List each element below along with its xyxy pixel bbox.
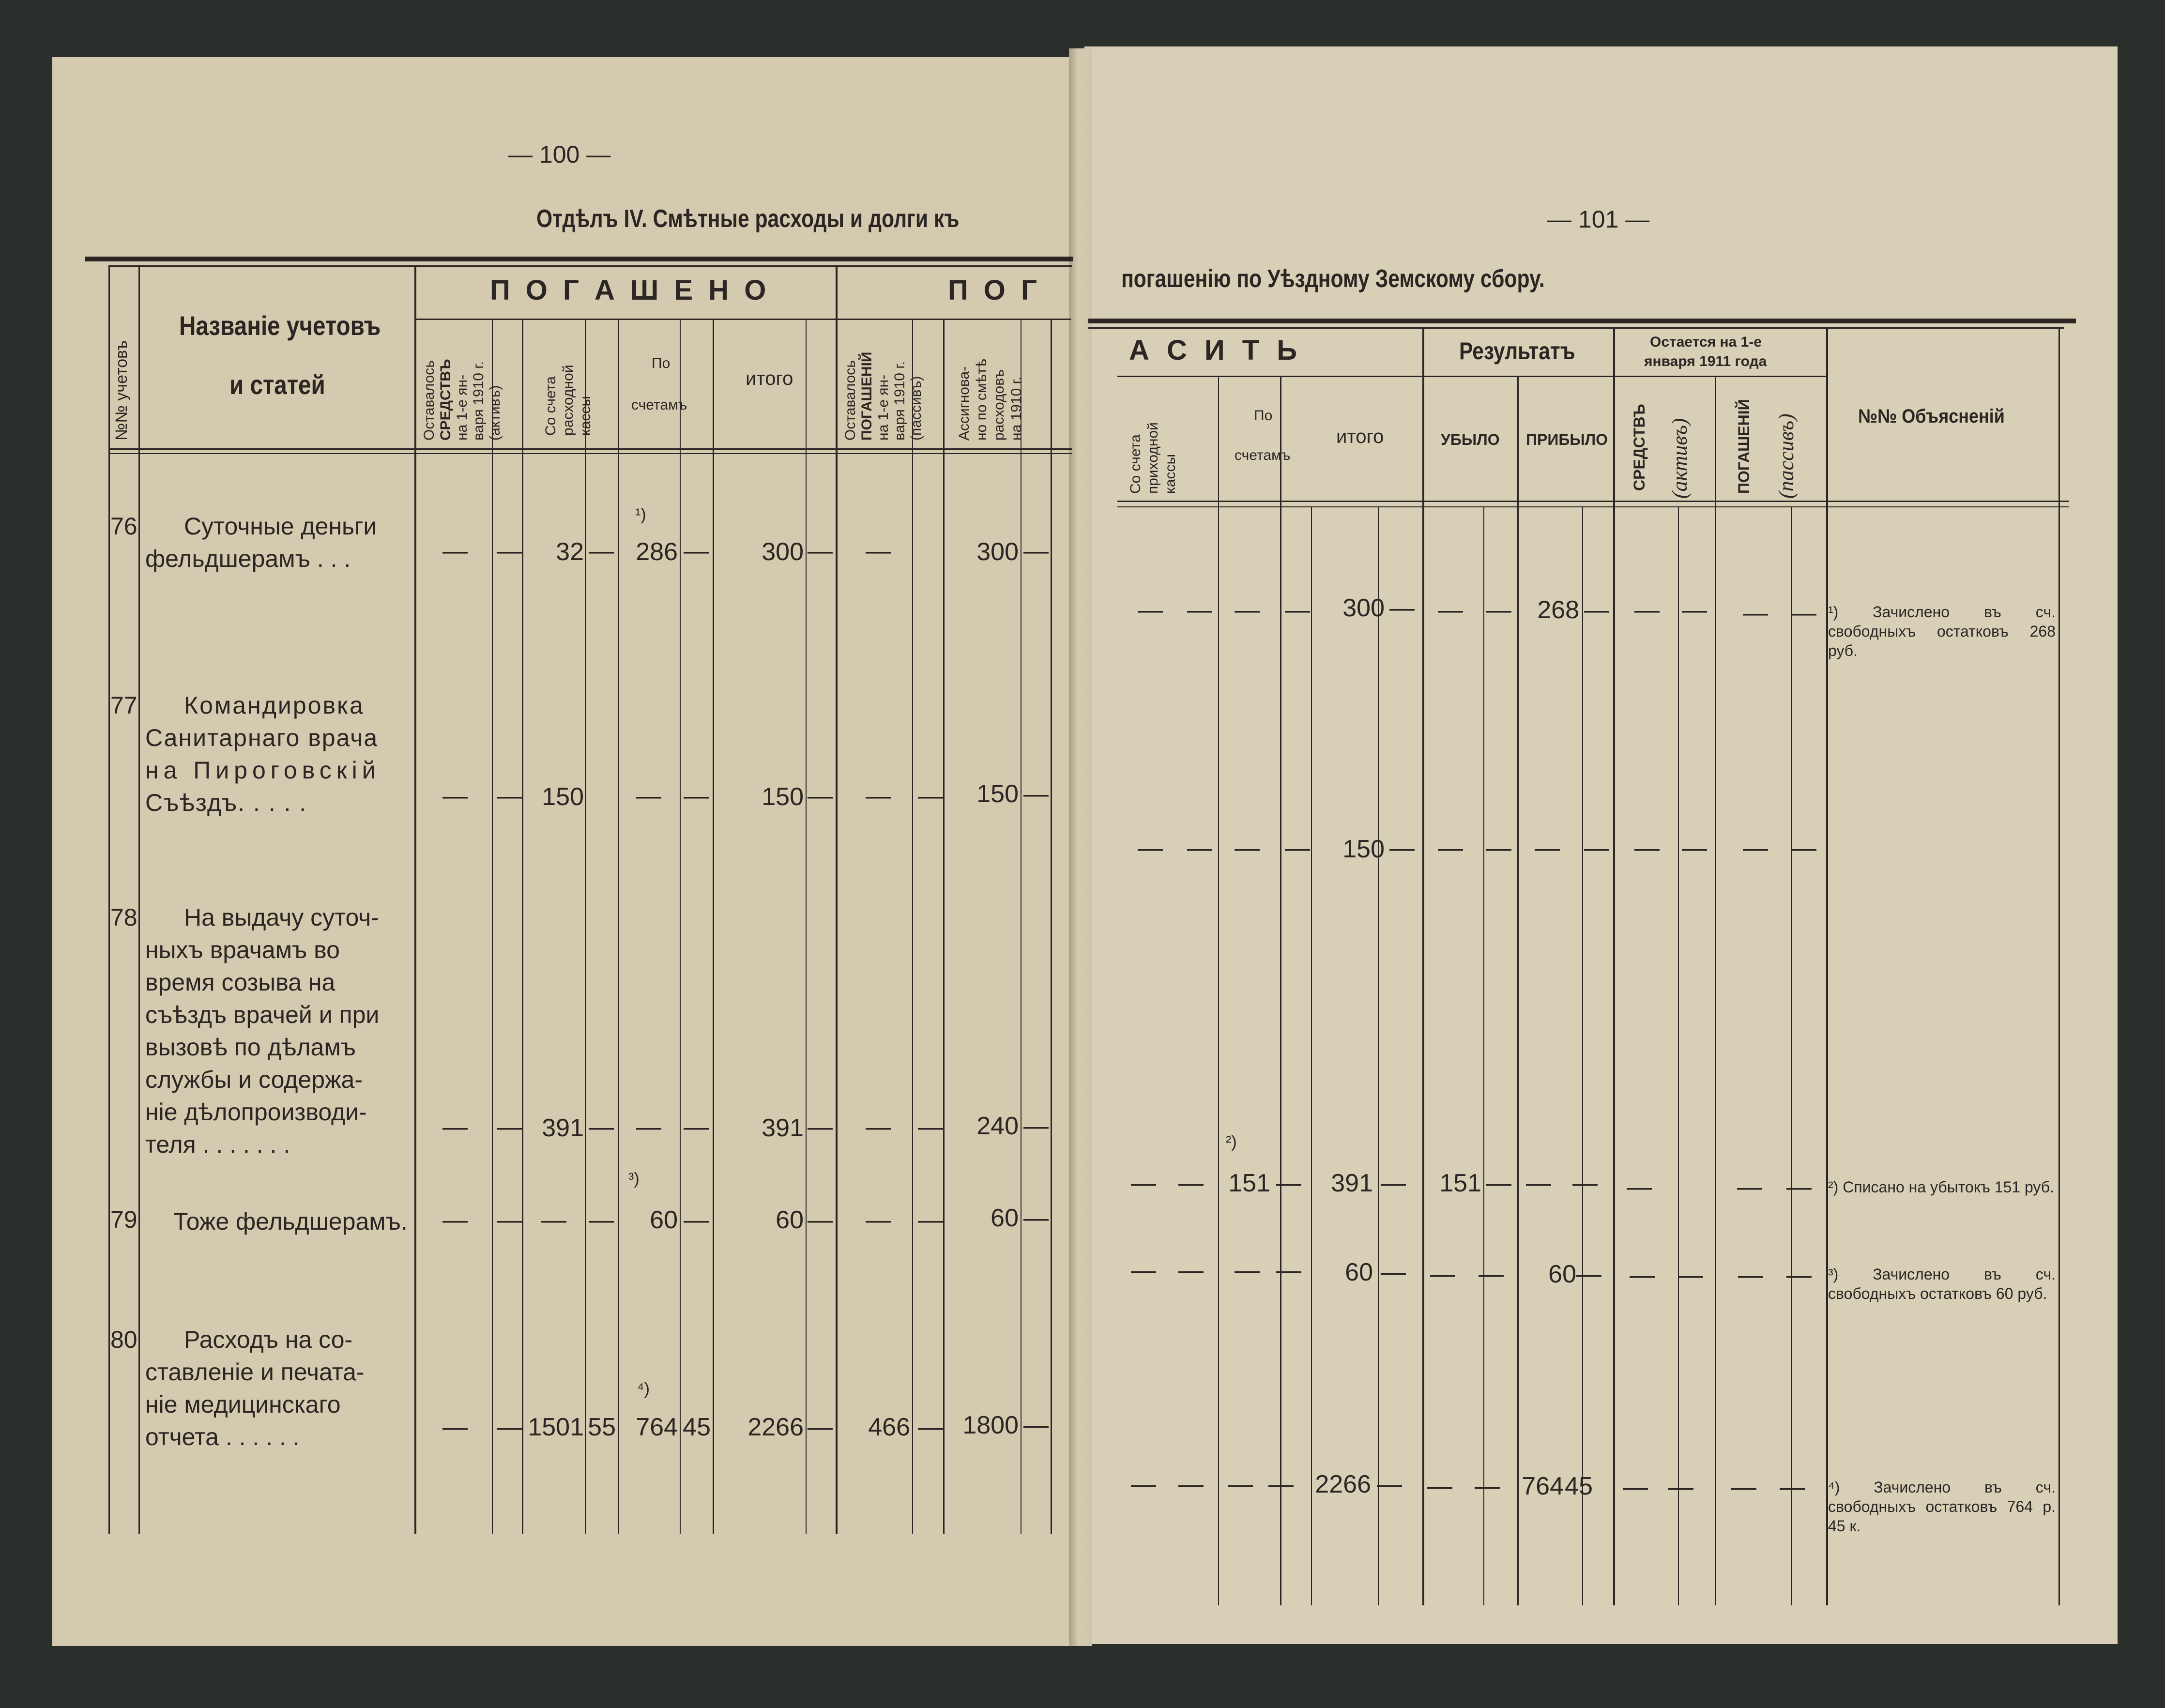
col-header-pogashenii-right: ПОГАШЕНІЙ xyxy=(1735,399,1753,494)
row-78-assign: 240 xyxy=(976,1112,1019,1140)
r-row-1-ubylo: — xyxy=(1438,596,1463,624)
col-header-asit: А С И Т Ь xyxy=(1129,335,1302,366)
col-header-ubylo: УБЫЛО xyxy=(1441,431,1500,448)
row-79-num: 79 xyxy=(110,1206,137,1233)
right-header-bottom-rule xyxy=(1117,501,2069,502)
r-row-2-sredstv: — xyxy=(1634,834,1660,862)
row-76-kassa: 32 xyxy=(556,538,584,566)
row-79-schetam: 60 xyxy=(650,1206,678,1234)
row-80-assign: 1800 xyxy=(962,1411,1019,1439)
right-page-title: погашенію по Уѣздному Земскому сбору. xyxy=(1121,265,1545,293)
r-row-4-prihod: — xyxy=(1131,1256,1156,1284)
row-79-itogo: 60 xyxy=(776,1206,804,1234)
row-78-passive: — xyxy=(866,1113,891,1141)
row-78-active: — xyxy=(442,1113,468,1141)
left-page-number: — 100 — xyxy=(508,141,611,168)
r-row-4-ubylo: — xyxy=(1430,1260,1455,1288)
r-row-3-itogo: 391 xyxy=(1331,1169,1373,1197)
col-header-po-schetam-r2: счетамъ xyxy=(1235,447,1291,463)
r-row-2-pogash: — xyxy=(1743,834,1768,862)
r-row-5-schetam: — xyxy=(1228,1470,1253,1498)
row-80-passive: 466 xyxy=(868,1413,910,1441)
row-78-schetam: — xyxy=(636,1113,661,1141)
row-76-active: — xyxy=(442,537,468,565)
r-row-4-sredstv: — xyxy=(1630,1261,1655,1289)
col-header-po-schetam-2: счетамъ xyxy=(631,397,687,413)
row-79-passive: — xyxy=(866,1206,891,1234)
left-page-title: Отдѣлъ IV. Смѣтные расходы и долги къ xyxy=(536,205,960,233)
r-row-3-ubylo: 151 xyxy=(1439,1169,1481,1197)
note-2: ²) Списано на убытокъ 151 руб. xyxy=(1828,1178,2054,1196)
r-row-3-sredstv: — xyxy=(1627,1173,1652,1201)
col-header-ostavalos-sredstv: Оставалось СРЕДСТВЪ на 1-е ян- варя 1910 г. (активъ) xyxy=(421,359,503,441)
col-header-num: №№ учетовъ xyxy=(112,340,131,441)
col-header-ostavalos-pogashenii: Оставалось ПОГАШЕНІЙ на 1-е ян- варя 1910 г. (пассивъ) xyxy=(842,351,924,441)
col-header-pogasheno: П О Г А Ш Е Н О xyxy=(490,274,770,306)
row-78-itogo: 391 xyxy=(762,1114,804,1142)
r-row-5-itogo: 2266 xyxy=(1315,1470,1371,1498)
note-3: ³) Зачислено въ сч. свободныхъ остатковъ 60 руб. xyxy=(1828,1266,2056,1302)
row-77-schetam: — xyxy=(636,782,661,810)
row-80-note-mark: ⁴) xyxy=(637,1380,650,1398)
row-80-schetam-kop: 45 xyxy=(683,1413,711,1441)
row-79-active: — xyxy=(442,1206,468,1234)
col-header-itogo-right: итого xyxy=(1336,426,1384,447)
r-row-4-schetam: — xyxy=(1235,1256,1260,1284)
col-header-rezultat: Результатъ xyxy=(1459,337,1575,365)
row-80-num: 80 xyxy=(110,1326,137,1353)
row-76-passive: — xyxy=(866,537,891,565)
col-header-po-schetam-1: По xyxy=(652,355,671,371)
r-row-5-pogash: — xyxy=(1731,1473,1756,1501)
r-row-2-itogo: 150 xyxy=(1342,835,1385,863)
r-row-3-note-mark: ²) xyxy=(1226,1133,1237,1151)
col-header-aktiv: (активъ) xyxy=(1668,418,1692,499)
col-header-sredstv: СРЕДСТВЪ xyxy=(1631,404,1648,491)
r-row-1-pogash: — xyxy=(1743,599,1768,627)
row-78-kassa: 391 xyxy=(542,1114,584,1142)
r-row-4-itogo: 60 xyxy=(1345,1258,1373,1286)
book-gutter xyxy=(1069,48,1092,1646)
row-76-assign: 300 xyxy=(976,538,1019,566)
r-row-3-schetam: 151 xyxy=(1228,1169,1270,1197)
note-1: ¹) Зачислено въ сч. свободныхъ остатковъ 268 руб. xyxy=(1828,603,2056,659)
row-76-itogo: 300 xyxy=(762,538,804,566)
left-header-bottom-rule xyxy=(108,448,1072,450)
r-row-2-ubylo: — xyxy=(1438,834,1463,862)
row-79-name: Тоже фельдшерамъ. xyxy=(173,1208,408,1235)
col-header-obyasnenii: №№ Объясненій xyxy=(1858,406,2005,427)
r-row-3-prihod: — xyxy=(1131,1169,1156,1197)
col-header-ostaetsya-2: января 1911 года xyxy=(1644,353,1767,369)
row-80-active: — xyxy=(442,1413,468,1441)
left-table-top-rule xyxy=(85,257,1073,261)
row-77-active: — xyxy=(442,782,468,810)
r-row-5-pribylo-kop: 45 xyxy=(1565,1472,1593,1500)
r-row-2-pribylo: — xyxy=(1535,834,1560,862)
row-80-name: Расходъ на со- ставленіе и печата- ніе медицинскаго отчета . . . . . . xyxy=(145,1326,365,1450)
row-80-kassa: 1501 xyxy=(528,1413,584,1441)
col-header-so-scheta-prihodnoi: Со счета приходной кассы xyxy=(1128,422,1178,494)
row-78-name: На выдачу суточ- ныхъ врачамъ во время созыва на съѣздъ врачей и при вызовѣ по дѣламъ службы и содержа- ніе дѣлопроизводи- теля . . . . . . . xyxy=(145,904,380,1158)
r-row-5-sredstv: — xyxy=(1623,1473,1648,1501)
col-header-pog: П О Г xyxy=(948,274,1041,306)
row-80-itogo: 2266 xyxy=(747,1413,804,1441)
row-77-name: Командировка Санитарнаго врача на Пироговскій Съѣздъ. . . . . xyxy=(145,692,381,816)
row-80-kassa-kop: 55 xyxy=(588,1413,616,1441)
r-row-4-pogash: — xyxy=(1738,1261,1763,1289)
col-header-so-scheta-rashodnoi: Со счета расходной кассы xyxy=(543,365,594,436)
row-77-num: 77 xyxy=(110,692,137,719)
r-row-5-prihod: — xyxy=(1131,1470,1156,1498)
row-77-assign: 150 xyxy=(976,780,1019,808)
row-79-kassa: — xyxy=(541,1206,566,1234)
r-row-5-pribylo: 764 xyxy=(1522,1472,1564,1500)
row-76-schetam: 286 xyxy=(636,538,678,566)
col-header-pribylo: ПРИБЫЛО xyxy=(1526,431,1608,448)
row-76-note-mark: ¹) xyxy=(635,505,646,524)
r-row-1-itogo: 300 xyxy=(1342,594,1385,622)
r-row-1-pribylo: 268 xyxy=(1537,596,1579,624)
row-78-num: 78 xyxy=(110,904,137,931)
r-row-4-pribylo: 60 xyxy=(1548,1260,1576,1288)
right-table-top-rule xyxy=(1088,319,2076,323)
r-row-5-ubylo: — xyxy=(1427,1472,1452,1500)
col-header-name-1: Названіе учетовъ xyxy=(179,310,381,341)
row-77-kassa: 150 xyxy=(542,783,584,811)
row-76-name: Суточные деньги фельдшерамъ . . . xyxy=(145,513,377,572)
r-row-3-pribylo: — xyxy=(1526,1169,1551,1197)
col-header-po-schetam-r1: По xyxy=(1254,408,1273,424)
row-77-passive: — xyxy=(866,782,891,810)
note-4: ⁴) Зачислено въ сч. свободныхъ остатковъ 764 р. 45 к. xyxy=(1828,1479,2056,1535)
row-79-note-mark: ³) xyxy=(628,1170,640,1188)
r-row-1-schetam: — xyxy=(1235,596,1260,624)
col-header-itogo: итого xyxy=(746,368,793,389)
row-77-itogo: 150 xyxy=(762,783,804,811)
r-row-1-sredstv: — xyxy=(1634,596,1660,624)
r-row-3-pogash: — xyxy=(1737,1173,1762,1201)
row-79-assign: 60 xyxy=(991,1204,1019,1232)
col-header-assignovano: Ассигнова- но по смѣтѣ расходовъ на 1910 г. xyxy=(956,359,1024,441)
col-header-name-2: и статей xyxy=(229,369,325,400)
row-80-schetam: 764 xyxy=(636,1413,678,1441)
right-page-number: — 101 — xyxy=(1547,206,1650,233)
col-header-ostaetsya-1: Остается на 1-е xyxy=(1650,334,1762,350)
r-row-1-prihod: — xyxy=(1138,596,1163,624)
r-row-2-schetam: — xyxy=(1235,834,1260,862)
col-header-passiv: (пассивъ) xyxy=(1774,413,1798,499)
r-row-2-prihod: — xyxy=(1138,834,1163,862)
row-76-num: 76 xyxy=(110,513,137,540)
